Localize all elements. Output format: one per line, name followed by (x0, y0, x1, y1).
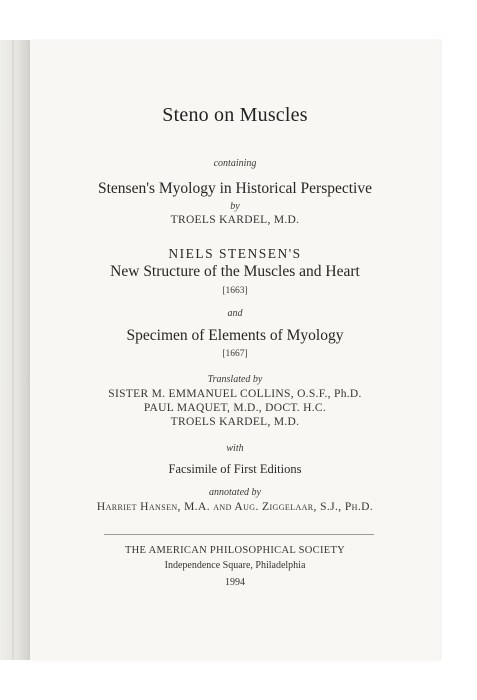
translator-3: TROELS KARDEL, M.D. (170, 416, 300, 428)
translator-1: SISTER M. EMMANUEL COLLINS, O.S.F., Ph.D. (108, 388, 362, 400)
publisher-address: Independence Square, Philadelphia (164, 560, 306, 571)
divider-rule (104, 534, 374, 535)
containing-label: containing (213, 158, 257, 169)
publication-year: 1994 (225, 577, 245, 588)
work1-title: Stensen's Myology in Historical Perspective (97, 180, 372, 197)
work2-title: New Structure of the Muscles and Heart (110, 263, 360, 280)
and-label: and (227, 308, 243, 319)
work3-year: [1667] (222, 349, 248, 359)
with-label: with (226, 443, 244, 454)
translated-by-label: Translated by (207, 374, 263, 385)
title-page-text (30, 40, 440, 660)
title-page (30, 40, 440, 660)
facsimile-line: Facsimile of First Editions (168, 462, 302, 476)
by-label: by (230, 201, 240, 212)
book-gutter (0, 40, 30, 660)
translator-2: PAUL MAQUET, M.D., DOCT. H.C. (143, 402, 327, 414)
annotators: Harriet Hansen, M.A. and Aug. Ziggelaar, S.J., Ph.D. (96, 501, 374, 513)
page-edge-line (12, 40, 14, 660)
work2-year: [1663] (222, 286, 248, 296)
work2-author: NIELS STENSEN'S (168, 246, 302, 261)
work3-title: Specimen of Elements of Myology (126, 327, 344, 344)
publisher-name: THE AMERICAN PHILOSOPHICAL SOCIETY (124, 545, 346, 556)
annotated-by-label: annotated by (209, 487, 261, 498)
book-title: Steno on Muscles (162, 104, 308, 126)
work1-author: TROELS KARDEL, M.D. (170, 214, 300, 226)
